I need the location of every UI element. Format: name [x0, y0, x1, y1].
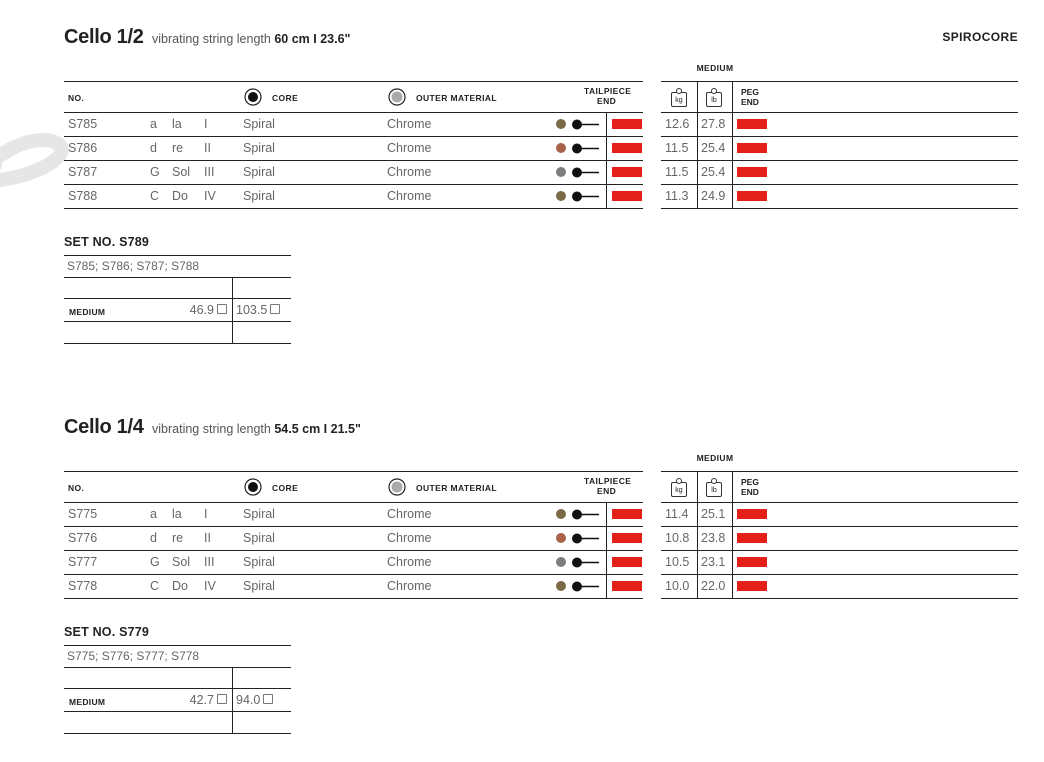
set-tension-grid	[64, 278, 291, 344]
string-no: S787	[68, 165, 98, 179]
table-row	[64, 161, 643, 185]
tension-kg: 10.5	[665, 555, 690, 569]
tension-header	[661, 81, 1018, 113]
cell-divider	[732, 185, 733, 208]
outer-value: Chrome	[387, 579, 432, 593]
note-solfege: Sol	[172, 555, 191, 569]
color-dot	[556, 191, 566, 201]
header-tailpiece-end: END	[597, 486, 617, 496]
peg-color-bar	[737, 167, 767, 177]
set-string-list: S775; S776; S777; S778	[64, 645, 291, 668]
tension-row	[661, 575, 1018, 599]
set-tension-kg	[190, 303, 227, 317]
core-icon	[244, 478, 262, 496]
ball-end-icon	[572, 119, 600, 130]
core-value: Spiral	[243, 531, 275, 545]
table-row	[64, 575, 643, 599]
subtitle-prefix: vibrating string length	[152, 32, 271, 46]
cell-divider	[697, 575, 698, 598]
tension-kg: 11.4	[665, 507, 689, 521]
ball-end-icon	[572, 509, 600, 520]
note-solfege: la	[172, 507, 182, 521]
header-no: NO.	[68, 93, 85, 103]
outer-material-icon	[388, 88, 406, 106]
table-row	[64, 113, 643, 137]
cell-divider	[697, 503, 698, 526]
set-kg-value: 46.9	[189, 303, 214, 317]
note-solfege: Do	[172, 579, 188, 593]
row-line	[64, 321, 291, 322]
cell-divider	[697, 161, 698, 184]
set-tension-label: MEDIUM	[69, 697, 106, 707]
note-solfege: Do	[172, 189, 188, 203]
table-row	[64, 527, 643, 551]
peg-color-bar	[737, 119, 767, 129]
peg-color-bar	[737, 509, 767, 519]
cell-divider	[732, 503, 733, 526]
core-value: Spiral	[243, 117, 275, 131]
tension-kg: 12.6	[665, 117, 690, 131]
tension-table	[661, 453, 1018, 599]
color-dot	[556, 557, 566, 567]
outer-value: Chrome	[387, 117, 432, 131]
table-row	[64, 503, 643, 527]
ball-end-icon	[572, 167, 600, 178]
ball-end-icon	[572, 191, 600, 202]
core-value: Spiral	[243, 555, 275, 569]
table-row	[64, 551, 643, 575]
tension-lb: 25.4	[701, 165, 726, 179]
tension-table	[661, 63, 1018, 209]
note-solfege: la	[172, 117, 182, 131]
tension-header	[661, 471, 1018, 503]
tension-title: MEDIUM	[696, 453, 734, 463]
cell-divider	[606, 575, 607, 598]
tailpiece-color-bar	[612, 581, 642, 591]
set-tension-kg	[190, 693, 227, 707]
header-core: CORE	[272, 483, 299, 493]
tension-kg: 11.3	[665, 189, 689, 203]
tailpiece-color-bar	[612, 533, 642, 543]
subtitle-prefix: vibrating string length	[152, 422, 271, 436]
header-tailpiece-end: END	[597, 96, 617, 106]
set-box	[64, 625, 291, 734]
tension-lb: 24.9	[701, 189, 726, 203]
cell-divider	[606, 113, 607, 136]
color-dot	[556, 119, 566, 129]
row-line	[64, 343, 291, 344]
tension-kg: 10.0	[665, 579, 690, 593]
core-value: Spiral	[243, 141, 275, 155]
tension-row	[661, 551, 1018, 575]
cell-divider	[732, 527, 733, 550]
color-dot	[556, 581, 566, 591]
cell-divider	[232, 668, 233, 734]
strings-table	[64, 471, 643, 599]
row-line	[64, 298, 291, 299]
note-letter: d	[150, 141, 157, 155]
cell-divider	[732, 575, 733, 598]
header-core: CORE	[272, 93, 299, 103]
peg-color-bar	[737, 557, 767, 567]
section-title-row	[64, 416, 361, 439]
peg-color-bar	[737, 143, 767, 153]
color-dot	[556, 533, 566, 543]
string-number: II	[204, 141, 211, 155]
section-title: Cello 1/4	[64, 416, 144, 438]
string-number: I	[204, 117, 208, 131]
note-letter: G	[150, 555, 160, 569]
weight-icon	[270, 304, 280, 314]
tension-row	[661, 161, 1018, 185]
cell-divider	[697, 137, 698, 160]
core-icon	[244, 88, 262, 106]
brand-label: SPIROCORE	[942, 30, 1018, 44]
ball-end-icon	[572, 533, 600, 544]
cell-divider	[697, 82, 698, 112]
tension-row	[661, 185, 1018, 209]
cell-divider	[732, 82, 733, 112]
row-line	[64, 711, 291, 712]
note-solfege: re	[172, 141, 184, 155]
tailpiece-color-bar	[612, 143, 642, 153]
set-tension-lb	[236, 303, 280, 317]
tension-row	[661, 503, 1018, 527]
peg-color-bar	[737, 191, 767, 201]
lb-weight-icon: lb	[706, 92, 722, 107]
note-letter: C	[150, 189, 160, 203]
header-peg: PEG	[741, 87, 759, 97]
set-box	[64, 235, 291, 344]
tailpiece-color-bar	[612, 557, 642, 567]
tension-lb: 25.4	[701, 141, 726, 155]
core-value: Spiral	[243, 579, 275, 593]
cell-divider	[606, 551, 607, 574]
kg-weight-icon: kg	[671, 482, 687, 497]
tailpiece-color-bar	[612, 191, 642, 201]
string-number: IV	[204, 579, 216, 593]
strings-table	[64, 81, 643, 209]
ball-end-icon	[572, 581, 600, 592]
cell-divider	[606, 161, 607, 184]
row-line	[64, 688, 291, 689]
set-title: SET NO. S779	[64, 625, 150, 639]
note-solfege: Sol	[172, 165, 191, 179]
string-no: S776	[68, 531, 98, 545]
row-line	[64, 733, 291, 734]
set-tension-lb	[236, 693, 273, 707]
tension-kg: 11.5	[665, 165, 689, 179]
cell-divider	[697, 472, 698, 502]
note-letter: C	[150, 579, 160, 593]
string-number: II	[204, 531, 211, 545]
note-solfege: re	[172, 531, 184, 545]
section-subtitle	[152, 32, 350, 46]
cell-divider	[732, 137, 733, 160]
tailpiece-color-bar	[612, 119, 642, 129]
cell-divider	[232, 278, 233, 344]
tension-lb: 23.8	[701, 531, 726, 545]
cell-divider	[697, 113, 698, 136]
section-title-row	[64, 26, 350, 49]
core-value: Spiral	[243, 189, 275, 203]
note-letter: G	[150, 165, 160, 179]
header-outer-material: OUTER MATERIAL	[416, 483, 497, 493]
outer-value: Chrome	[387, 141, 432, 155]
set-lb-value: 103.5	[236, 303, 268, 317]
table-row	[64, 137, 643, 161]
outer-material-icon	[388, 478, 406, 496]
weight-icon	[263, 694, 273, 704]
kg-weight-icon: kg	[671, 92, 687, 107]
cell-divider	[697, 527, 698, 550]
table-header	[64, 471, 643, 503]
header-peg-end: END	[741, 97, 759, 107]
brand-swoosh-graphic	[0, 120, 70, 210]
string-no: S785	[68, 117, 98, 131]
lb-weight-icon: lb	[706, 482, 722, 497]
cell-divider	[732, 472, 733, 502]
outer-value: Chrome	[387, 531, 432, 545]
note-letter: a	[150, 507, 157, 521]
tailpiece-color-bar	[612, 509, 642, 519]
color-dot	[556, 143, 566, 153]
color-dot	[556, 167, 566, 177]
color-dot	[556, 509, 566, 519]
cell-divider	[697, 185, 698, 208]
outer-value: Chrome	[387, 507, 432, 521]
tension-lb: 25.1	[701, 507, 726, 521]
weight-icon	[217, 694, 227, 704]
peg-color-bar	[737, 533, 767, 543]
outer-value: Chrome	[387, 555, 432, 569]
table-row	[64, 185, 643, 209]
core-value: Spiral	[243, 507, 275, 521]
tension-row	[661, 527, 1018, 551]
peg-color-bar	[737, 581, 767, 591]
tension-row	[661, 113, 1018, 137]
core-value: Spiral	[243, 165, 275, 179]
outer-value: Chrome	[387, 165, 432, 179]
tension-lb: 22.0	[701, 579, 726, 593]
cell-divider	[606, 137, 607, 160]
set-kg-value: 42.7	[189, 693, 214, 707]
header-tailpiece: TAILPIECE	[584, 86, 632, 96]
set-string-list: S785; S786; S787; S788	[64, 255, 291, 278]
string-no: S775	[68, 507, 98, 521]
tension-kg: 10.8	[665, 531, 690, 545]
string-number: III	[204, 165, 215, 179]
ball-end-icon	[572, 143, 600, 154]
header-tailpiece: TAILPIECE	[584, 476, 632, 486]
string-number: I	[204, 507, 208, 521]
set-tension-grid	[64, 668, 291, 734]
string-no: S777	[68, 555, 98, 569]
ball-end-icon	[572, 557, 600, 568]
section-subtitle	[152, 422, 361, 436]
tension-lb: 23.1	[701, 555, 726, 569]
header-peg: PEG	[741, 477, 759, 487]
string-no: S786	[68, 141, 98, 155]
tailpiece-color-bar	[612, 167, 642, 177]
note-letter: d	[150, 531, 157, 545]
header-peg-end: END	[741, 487, 759, 497]
set-title: SET NO. S789	[64, 235, 150, 249]
string-no: S788	[68, 189, 98, 203]
tension-title: MEDIUM	[696, 63, 734, 73]
weight-icon	[217, 304, 227, 314]
tension-lb: 27.8	[701, 117, 726, 131]
header-no: NO.	[68, 483, 85, 493]
cell-divider	[732, 551, 733, 574]
note-letter: a	[150, 117, 157, 131]
outer-value: Chrome	[387, 189, 432, 203]
tension-kg: 11.5	[665, 141, 689, 155]
cell-divider	[606, 185, 607, 208]
header-outer-material: OUTER MATERIAL	[416, 93, 497, 103]
tension-row	[661, 137, 1018, 161]
cell-divider	[697, 551, 698, 574]
string-number: IV	[204, 189, 216, 203]
string-no: S778	[68, 579, 98, 593]
string-number: III	[204, 555, 215, 569]
cell-divider	[606, 527, 607, 550]
table-header	[64, 81, 643, 113]
cell-divider	[606, 503, 607, 526]
set-lb-value: 94.0	[236, 693, 261, 707]
subtitle-value: 60 cm I 23.6"	[274, 32, 351, 46]
cell-divider	[732, 161, 733, 184]
section-title: Cello 1/2	[64, 26, 144, 48]
cell-divider	[732, 113, 733, 136]
subtitle-value: 54.5 cm I 21.5"	[274, 422, 361, 436]
set-tension-label: MEDIUM	[69, 307, 106, 317]
